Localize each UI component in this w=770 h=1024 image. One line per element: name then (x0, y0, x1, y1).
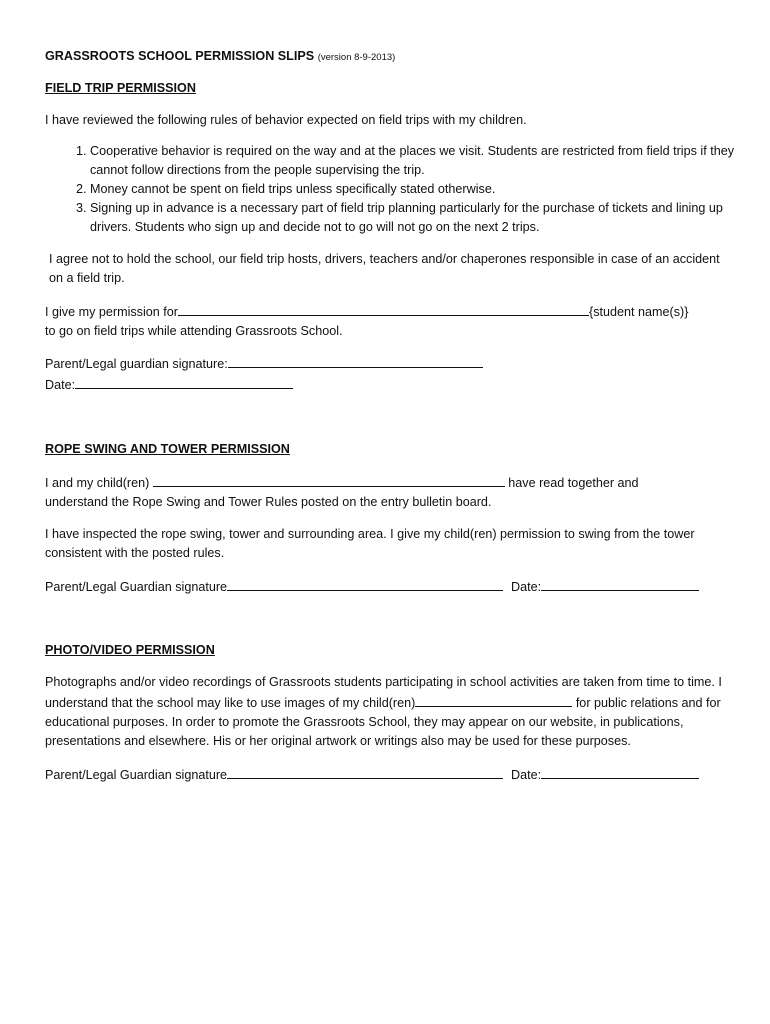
date-field[interactable] (75, 374, 293, 389)
photo-video-paragraph (45, 673, 735, 751)
photo-video-heading: PHOTO/VIDEO PERMISSION (45, 643, 215, 657)
date-label: Date: (45, 378, 76, 392)
date-label: Date: (511, 768, 542, 782)
field-trip-intro: I have reviewed the following rules of behavior expected on field trips with my children. (45, 113, 527, 127)
version-text: (version 8-9-2013) (317, 52, 396, 63)
field-trip-heading: FIELD TRIP PERMISSION (45, 81, 196, 95)
rope-swing-line2: understand the Rope Swing and Tower Rules posted on the entry bulletin board. (45, 495, 492, 509)
rope-swing-inspection: I have inspected the rope swing, tower and surrounding area. I give my child(ren) permission to swing from the tower consistent with the posted rules. (45, 527, 695, 560)
date-field[interactable] (541, 764, 699, 779)
document-title (45, 47, 735, 67)
date-label: Date: (511, 580, 542, 594)
signature-field[interactable] (228, 353, 483, 368)
rule-item: 2. Money cannot be spent on field trips unless specifically stated otherwise. (90, 180, 735, 199)
para-part1: Photographs and/or video recordings of Grassroots students participating in school activities are taken from time to time. I understand that the school may like to use images of my child(ren) (45, 675, 722, 710)
photo-video-signature-line (45, 764, 735, 785)
signature-label: Parent/Legal guardian signature: (45, 357, 228, 371)
para-part2: for public relations and for educational purposes. In order to promote the Grassroots School, they may appear on our website, in publications, presentations and elsewhere. His or her original artwork or writings also may be used for these purposes. (45, 696, 721, 748)
field-trip-agreement: I agree not to hold the school, our field trip hosts, drivers, teachers and/or chaperones responsible in case of an accident on a field trip. (49, 252, 720, 285)
rope-swing-heading: ROPE SWING AND TOWER PERMISSION (45, 442, 290, 456)
child-names-field[interactable] (153, 472, 505, 487)
permission-suffix: {student name(s)} (588, 305, 689, 319)
signature-field[interactable] (227, 764, 503, 779)
signature-label: Parent/Legal Guardian signature (45, 580, 228, 594)
student-name-field[interactable] (178, 301, 589, 316)
rule-item: 3. Signing up in advance is a necessary part of field trip planning particularly for the purchase of tickets and lining up drivers. Students who sign up and decide not to go will not go on the next 2 trips. (90, 199, 735, 237)
photo-video-section (45, 641, 735, 785)
line1-suffix: have read together and (508, 476, 639, 490)
rope-swing-section (45, 440, 735, 597)
field-trip-section (45, 79, 735, 395)
signature-field[interactable] (227, 576, 503, 591)
rope-swing-signature-line (45, 576, 735, 597)
rule-item: 1. Cooperative behavior is required on the way and at the places we visit. Students are restricted from field trips if they cannot follow directions from the people supervising the trip. (90, 142, 735, 180)
child-names-field[interactable] (415, 692, 572, 707)
field-trip-date-line (45, 374, 735, 395)
date-field[interactable] (541, 576, 699, 591)
field-trip-signature-line (45, 353, 735, 374)
field-trip-rules-list (45, 142, 735, 237)
line1-prefix: I and my child(ren) (45, 476, 150, 490)
title-text: GRASSROOTS SCHOOL PERMISSION SLIPS (45, 49, 315, 63)
permission-document (45, 47, 735, 785)
field-trip-permission-line2: to go on field trips while attending Grassroots School. (45, 324, 343, 338)
permission-prefix: I give my permission for (45, 305, 178, 319)
rope-swing-line1 (45, 472, 735, 493)
field-trip-permission-line (45, 301, 735, 322)
signature-label: Parent/Legal Guardian signature (45, 768, 228, 782)
